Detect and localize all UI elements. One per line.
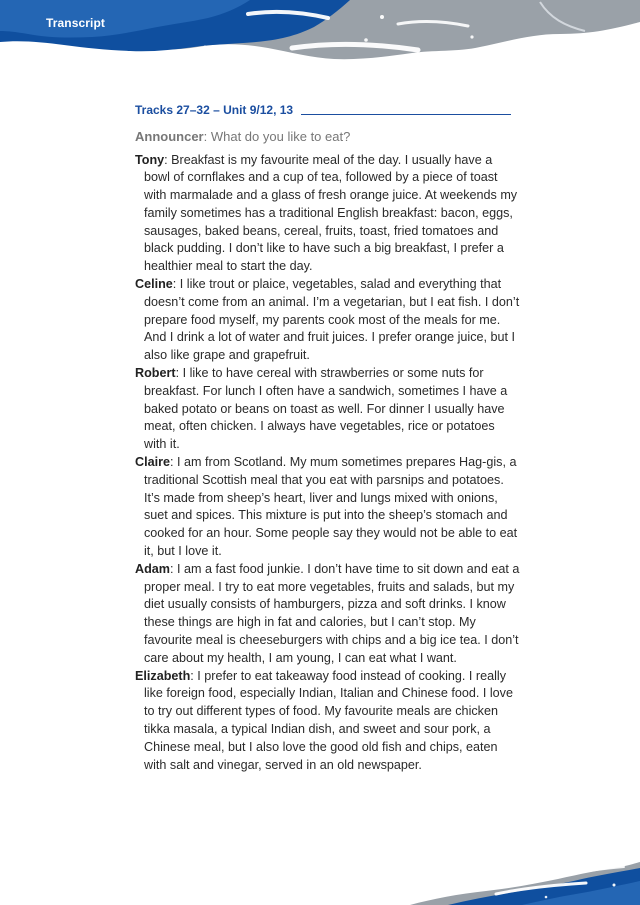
header-section-label: Transcript <box>46 16 106 30</box>
speaker-name: Tony <box>135 152 165 167</box>
dialogue-entry-celine <box>135 276 520 365</box>
announcer-speaker: Announcer <box>135 129 204 144</box>
speaker-text: : I am a fast food junkie. I don’t have time to sit down and eat a proper meal. I try to eat more vegetables, fruits and salads, but my diet usually consists of hamburgers, pizza and soft drinks. I know these things are high in fat and calories, but I can’t stop. My favourite meal is cheeseburgers with chips and a big ice tea. I don’t care about my health, I am young, I can eat what I want. <box>144 561 520 665</box>
speaker-name: Elizabeth <box>135 668 191 683</box>
speaker-text: : I like to have cereal with strawberries or some nuts for breakfast. For lunch I often have a sandwich, sometimes I have a baked potato or beans on toast as well. For dinner I usually have meat, often chicken. I always have vegetables, rice or potatoes with it. <box>144 366 508 452</box>
track-title: Tracks 27–32 – Unit 9/12, 13 <box>135 103 294 117</box>
dialogue-entry-tony <box>135 152 520 277</box>
speaker-name: Robert <box>135 366 176 381</box>
speaker-name: Claire <box>135 455 171 470</box>
speaker-name: Celine <box>135 277 173 292</box>
announcer-text: : What do you like to eat? <box>203 129 351 144</box>
speaker-text: : I prefer to eat takeaway food instead of cooking. I really like foreign food, especially Indian, Italian and Chinese food. I love to try out different types of food. My favourite meals are chicken tikka masala, a typical Indian dish, and sweet and sour pork, a Chinese meal, but I also love the good old fish and chips, eaten with salt and vinegar, served in an old newspaper. <box>144 668 513 772</box>
speaker-text: : Breakfast is my favourite meal of the day. I usually have a bowl of cornflakes and a cup of tea, followed by a piece of toast with marmalade and a glass of fresh orange juice. At weekends my family sometimes has a traditional English breakfast: bacon, eggs, sausages, baked beans, cereal, fruits, toast, fried tomatoes and black pudding. I don’t like to have such a big breakfast, I prefer a healthier meal to start the day. <box>144 152 518 274</box>
announcer-line <box>135 128 520 146</box>
footer-brush-decoration <box>410 845 640 905</box>
dialogue-entry-robert <box>135 365 520 454</box>
dialogue-entry-elizabeth <box>135 668 520 775</box>
speaker-name: Adam <box>135 561 170 576</box>
heading-rule <box>301 114 511 115</box>
speaker-text: : I like trout or plaice, vegetables, salad and everything that doesn’t come from an animal. I’m a vegetarian, but I eat fish. I don’t prepare food myself, my parents cook most of the meals for me. And I drink a lot of water and fruit juices. I prefer orange juice, but I also like grape and grapefruit. <box>144 277 520 363</box>
track-heading <box>135 103 520 117</box>
dialogue-entry-claire <box>135 454 520 561</box>
speaker-text: : I am from Scotland. My mum sometimes prepares Hag-gis, a traditional Scottish meal that you eat with parsnips and potatoes. It’s made from sheep’s heart, liver and lungs mixed with onions, suet and spices. This mixture is put into the sheep’s stomach and cooked for an hour. Some people say they would not be able to eat it, but I love it. <box>144 455 518 559</box>
transcript-section <box>135 103 520 774</box>
header-brush-banner <box>0 0 640 72</box>
dialogue-entry-adam <box>135 561 520 668</box>
